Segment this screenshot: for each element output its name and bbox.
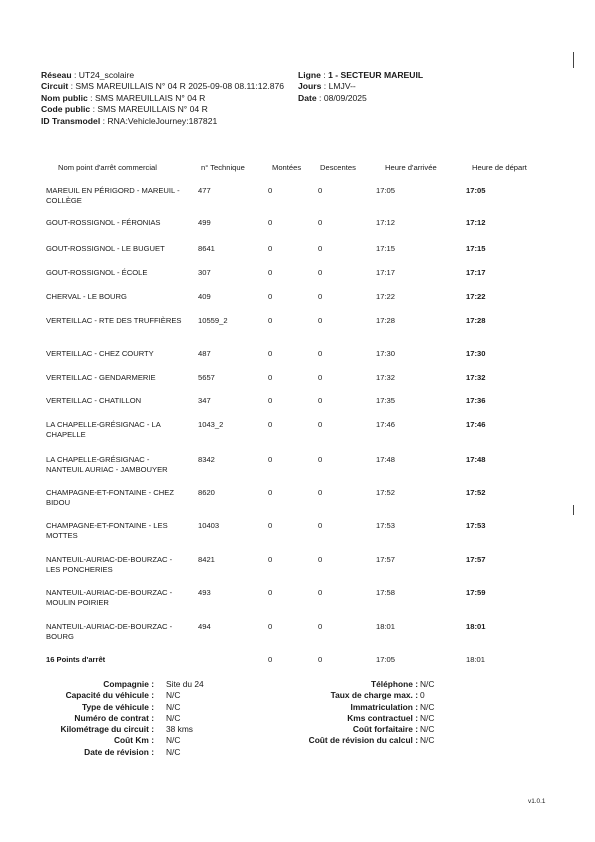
stop-arrival-time: 17:28 (376, 316, 396, 325)
info-label: Type de véhicule : (82, 701, 154, 712)
stop-montees: 0 (268, 521, 273, 530)
column-header-descentes: Descentes (320, 163, 356, 172)
stop-departure-time: 17:52 (466, 488, 486, 497)
stop-descentes: 0 (318, 349, 323, 358)
stop-descentes: 0 (318, 555, 323, 564)
stop-montees: 0 (268, 316, 273, 325)
info-label: Coût de révision du calcul : (308, 735, 418, 746)
stop-departure-time: 17:36 (466, 396, 486, 405)
stop-name: CHAMPAGNE-ET-FONTAINE - LES MOTTES (46, 521, 168, 540)
info-label: Coût Km : (113, 735, 154, 746)
stop-departure-time: 18:01 (466, 622, 486, 631)
stop-departure-time: 17:15 (466, 244, 486, 253)
stop-montees: 0 (268, 218, 273, 227)
version-label: v1.0.1 (528, 798, 546, 805)
info-label: Kilométrage du circuit : (60, 724, 154, 735)
stop-arrival-time: 17:48 (376, 455, 396, 464)
info-value: N/C (420, 735, 435, 746)
stop-arrival-time: 17:30 (376, 349, 396, 358)
stop-arrival-time: 18:01 (376, 622, 396, 631)
info-row (278, 690, 508, 701)
info-value: 38 kms (166, 724, 193, 735)
circuit-line: Circuit : SMS MAREUILLAIS N° 04 R 2025-09-08 08.11:12.876 (41, 81, 285, 92)
stop-name: GOUT-ROSSIGNOL - LE BUGUET (46, 244, 165, 253)
info-row (30, 679, 280, 690)
totals-descentes: 0 (318, 655, 323, 664)
stop-name: LA CHAPELLE-GRÉSIGNAC - NANTEUIL AURIAC - JAMBOUYER (46, 455, 168, 474)
stop-departure-time: 17:53 (466, 521, 486, 530)
stop-montees: 0 (268, 555, 273, 564)
stop-descentes: 0 (318, 622, 323, 631)
info-value: N/C (166, 746, 181, 757)
stop-tech-number: 5657 (198, 373, 215, 382)
info-row (30, 690, 280, 701)
nom-public-line: Nom public : SMS MAREUILLAIS N° 04 R (41, 92, 206, 103)
info-label: Numéro de contrat : (74, 712, 154, 723)
stop-descentes: 0 (318, 420, 323, 429)
stop-descentes: 0 (318, 186, 323, 195)
stop-montees: 0 (268, 186, 273, 195)
stop-departure-time: 17:12 (466, 218, 486, 227)
stop-arrival-time: 17:35 (376, 396, 396, 405)
stop-tech-number: 8342 (198, 455, 215, 464)
info-row (30, 735, 280, 746)
vehicle-info-left (30, 679, 280, 758)
stop-name: NANTEUIL-AURIAC-DE-BOURZAC - MOULIN POIRIER (46, 588, 173, 607)
info-row (278, 713, 508, 724)
stop-descentes: 0 (318, 521, 323, 530)
stop-arrival-time: 17:52 (376, 488, 396, 497)
column-header-name: Nom point d'arrêt commercial (58, 163, 157, 172)
info-row (30, 713, 280, 724)
stop-montees: 0 (268, 488, 273, 497)
stop-name: VERTEILLAC - RTE DES TRUFFIÈRES (46, 316, 182, 325)
table-header (0, 163, 595, 177)
stop-descentes: 0 (318, 218, 323, 227)
stop-descentes: 0 (318, 292, 323, 301)
scan-edge-mark (573, 52, 574, 68)
info-value: 0 (420, 690, 425, 701)
stop-name: GOUT-ROSSIGNOL - FÉRONIAS (46, 218, 161, 227)
stop-tech-number: 347 (198, 396, 211, 405)
info-label: Coût forfaitaire : (352, 724, 418, 735)
stop-tech-number: 409 (198, 292, 211, 301)
stop-tech-number: 307 (198, 268, 211, 277)
ligne-line: Ligne : 1 - SECTEUR MAREUIL (298, 70, 424, 80)
header-left (41, 70, 291, 127)
info-value: N/C (166, 701, 181, 712)
stop-montees: 0 (268, 420, 273, 429)
stop-tech-number: 8421 (198, 555, 215, 564)
stop-montees: 0 (268, 622, 273, 631)
stop-arrival-time: 17:12 (376, 218, 396, 227)
stop-tech-number: 477 (198, 186, 211, 195)
stop-name: CHERVAL - LE BOURG (46, 292, 127, 301)
stop-montees: 0 (268, 588, 273, 597)
stop-descentes: 0 (318, 373, 323, 382)
stop-tech-number: 493 (198, 588, 211, 597)
info-row (278, 679, 508, 690)
info-label: Taux de charge max. : (330, 690, 418, 701)
header-right (298, 70, 498, 104)
stop-arrival-time: 17:58 (376, 588, 396, 597)
stop-arrival-time: 17:57 (376, 555, 396, 564)
info-value: N/C (166, 735, 181, 746)
stop-descentes: 0 (318, 396, 323, 405)
totals-depart: 18:01 (466, 655, 486, 664)
stop-name: VERTEILLAC - GENDARMERIE (46, 373, 156, 382)
stop-montees: 0 (268, 455, 273, 464)
info-value: N/C (166, 712, 181, 723)
stop-tech-number: 8641 (198, 244, 215, 253)
stop-descentes: 0 (318, 488, 323, 497)
stop-name: GOUT-ROSSIGNOL - ÉCOLE (46, 268, 148, 277)
stop-tech-number: 10559_2 (198, 316, 228, 325)
stop-descentes: 0 (318, 316, 323, 325)
stop-tech-number: 10403 (198, 521, 220, 530)
stop-name: MAREUIL EN PÉRIGORD - MAREUIL - COLLÈGE (46, 186, 180, 205)
info-label: Date de révision : (84, 746, 154, 757)
stop-departure-time: 17:30 (466, 349, 486, 358)
code-public-line: Code public : SMS MAREUILLAIS N° 04 R (41, 104, 208, 115)
stop-departure-time: 17:46 (466, 420, 486, 429)
info-value: N/C (420, 724, 435, 735)
stop-tech-number: 487 (198, 349, 211, 358)
info-label: Kms contractuel : (347, 712, 418, 723)
column-header-tech: n° Technique (201, 163, 245, 172)
info-row (278, 724, 508, 735)
stop-montees: 0 (268, 292, 273, 301)
stop-arrival-time: 17:05 (376, 186, 396, 195)
jours-line: Jours : LMJV-- (298, 81, 356, 92)
stop-name: VERTEILLAC - CHEZ COURTY (46, 349, 154, 358)
stop-departure-time: 17:59 (466, 588, 486, 597)
stop-name: NANTEUIL-AURIAC-DE-BOURZAC - BOURG (46, 622, 173, 641)
stop-descentes: 0 (318, 588, 323, 597)
stop-departure-time: 17:28 (466, 316, 486, 325)
vehicle-info-right (278, 679, 508, 747)
stop-descentes: 0 (318, 455, 323, 464)
stop-departure-time: 17:22 (466, 292, 486, 301)
info-value: N/C (420, 701, 435, 712)
info-value: N/C (420, 679, 435, 689)
stop-name: VERTEILLAC - CHATILLON (46, 396, 142, 405)
stop-arrival-time: 17:15 (376, 244, 396, 253)
info-label: Téléphone : (371, 679, 418, 689)
stop-descentes: 0 (318, 268, 323, 277)
id-transmodel-line: ID Transmodel : RNA:VehicleJourney:187821 (41, 115, 218, 126)
info-label: Compagnie : (103, 679, 154, 689)
stop-arrival-time: 17:22 (376, 292, 396, 301)
column-header-montees: Montées (272, 163, 302, 172)
stop-name: NANTEUIL-AURIAC-DE-BOURZAC - LES PONCHERIES (46, 555, 173, 574)
stop-departure-time: 17:48 (466, 455, 486, 464)
stop-montees: 0 (268, 268, 273, 277)
date-line: Date : 08/09/2025 (298, 92, 367, 103)
scan-edge-mark (573, 505, 574, 515)
stop-tech-number: 8620 (198, 488, 215, 497)
info-row (30, 747, 280, 758)
stop-montees: 0 (268, 349, 273, 358)
stop-montees: 0 (268, 373, 273, 382)
stop-name: CHAMPAGNE-ET-FONTAINE - CHEZ BIDOU (46, 488, 174, 507)
info-label: Immatriculation : (350, 701, 418, 712)
info-value: Site du 24 (166, 679, 204, 689)
stop-departure-time: 17:17 (466, 268, 486, 277)
column-header-depart: Heure de départ (472, 163, 527, 172)
stop-arrival-time: 17:53 (376, 521, 396, 530)
info-value: N/C (166, 690, 181, 701)
info-row (30, 702, 280, 713)
stop-departure-time: 17:57 (466, 555, 486, 564)
stop-departure-time: 17:32 (466, 373, 486, 382)
info-row (278, 735, 508, 746)
totals-label: 16 Points d'arrêt (46, 655, 106, 664)
stop-tech-number: 499 (198, 218, 211, 227)
totals-montees: 0 (268, 655, 273, 664)
info-label: Capacité du véhicule : (65, 690, 154, 701)
stop-name: LA CHAPELLE-GRÉSIGNAC - LA CHAPELLE (46, 420, 161, 439)
stop-montees: 0 (268, 396, 273, 405)
info-value: N/C (420, 712, 435, 723)
stop-arrival-time: 17:17 (376, 268, 396, 277)
stop-tech-number: 1043_2 (198, 420, 224, 429)
stop-montees: 0 (268, 244, 273, 253)
stop-tech-number: 494 (198, 622, 211, 631)
reseau-line: Réseau : UT24_scolaire (41, 70, 135, 80)
stop-descentes: 0 (318, 244, 323, 253)
info-row (278, 702, 508, 713)
stop-arrival-time: 17:32 (376, 373, 396, 382)
totals-arrivee: 17:05 (376, 655, 396, 664)
info-row (30, 724, 280, 735)
stop-departure-time: 17:05 (466, 186, 486, 195)
stop-arrival-time: 17:46 (376, 420, 396, 429)
column-header-arrivee: Heure d'arrivée (385, 163, 437, 172)
